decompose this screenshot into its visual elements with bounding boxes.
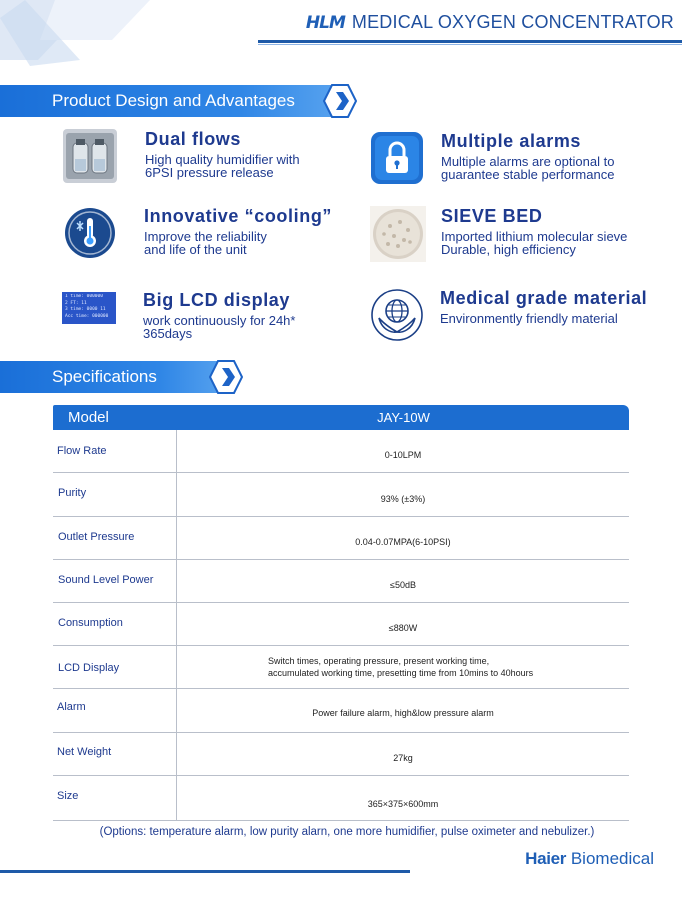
header-model-label: Model bbox=[68, 409, 109, 426]
spec-table bbox=[53, 405, 629, 821]
lock-icon bbox=[370, 131, 424, 185]
lcd-line: 1 time: 000000 bbox=[65, 294, 103, 299]
spec-table-header bbox=[53, 405, 629, 430]
header-rule bbox=[258, 40, 682, 43]
header-brand bbox=[306, 12, 674, 33]
hlm-logo: HLM bbox=[305, 12, 345, 33]
chevron-right-icon bbox=[323, 84, 357, 118]
haier-biomedical-logo bbox=[525, 849, 654, 869]
lcd-line: Acc time: 000000 bbox=[65, 313, 109, 319]
globe-leaves-icon bbox=[370, 288, 424, 342]
specs-banner-title: Specifications bbox=[52, 367, 157, 386]
feature-desc-line: Environmently friendly material bbox=[440, 311, 618, 326]
corner-decoration bbox=[0, 0, 150, 72]
feature-desc-line: Multiple alarms are optional to bbox=[441, 154, 615, 169]
chevron-right-icon bbox=[209, 360, 243, 394]
feature-title: SIEVE BED bbox=[441, 206, 543, 226]
feature-dual-flows bbox=[63, 129, 300, 183]
feature-lcd-display bbox=[62, 290, 295, 340]
row-value bbox=[177, 646, 629, 688]
row-value-line: accumulated working time, presetting time from 10mins to 40hours bbox=[268, 668, 534, 678]
row-label: Alarm bbox=[53, 689, 177, 732]
feature-multiple-alarms bbox=[370, 131, 614, 185]
table-row bbox=[53, 430, 629, 473]
row-label: Sound Level Power bbox=[53, 560, 177, 602]
feature-desc-line: 365days bbox=[143, 326, 193, 341]
feature-title: Multiple alarms bbox=[441, 131, 582, 151]
features-banner bbox=[0, 85, 340, 117]
table-row bbox=[53, 560, 629, 603]
table-row bbox=[53, 603, 629, 646]
feature-desc-line: High quality humidifier with bbox=[145, 152, 300, 167]
row-value: ≤50dB bbox=[390, 580, 416, 590]
feature-desc-line: Imported lithium molecular sieve bbox=[441, 229, 628, 244]
feature-desc-line: Improve the reliability bbox=[144, 229, 267, 244]
humidifier-bottles-photo bbox=[63, 129, 117, 183]
lcd-screen-image bbox=[62, 292, 116, 324]
footer-rule bbox=[0, 870, 410, 873]
row-value: 0.04-0.07MPA(6-10PSI) bbox=[355, 537, 451, 547]
row-label: Size bbox=[53, 776, 177, 820]
row-label: Outlet Pressure bbox=[53, 517, 177, 559]
lcd-line: 2 FT: 11 bbox=[65, 300, 87, 306]
table-row bbox=[53, 473, 629, 517]
feature-title: Dual flows bbox=[145, 129, 242, 149]
row-value: 365×375×600mm bbox=[367, 799, 439, 809]
feature-desc-line: and life of the unit bbox=[144, 242, 247, 257]
document-title: MEDICAL OXYGEN CONCENTRATOR bbox=[351, 12, 674, 32]
thermometer-snowflake-icon bbox=[63, 206, 117, 260]
table-row bbox=[53, 733, 629, 776]
table-row bbox=[53, 689, 629, 733]
row-label: Net Weight bbox=[53, 733, 177, 775]
feature-title: Innovative “cooling” bbox=[144, 206, 333, 226]
brand-rest: Biomedical bbox=[566, 849, 654, 868]
feature-desc-line: work continuously for 24h* bbox=[143, 313, 296, 328]
row-value: 27kg bbox=[393, 753, 413, 763]
table-row bbox=[53, 646, 629, 689]
feature-desc-line: guarantee stable performance bbox=[441, 167, 615, 182]
row-value: Power failure alarm, high&low pressure alarm bbox=[312, 707, 494, 718]
options-note: (Options: temperature alarm, low purity alarn, one more humidifier, pulse oximeter and nebulizer.) bbox=[99, 826, 595, 838]
row-value: 93% (±3%) bbox=[380, 493, 426, 504]
feature-desc-line: Durable, high efficiency bbox=[441, 242, 576, 257]
row-label: LCD Display bbox=[53, 646, 177, 688]
features-banner-title: Product Design and Advantages bbox=[52, 91, 295, 110]
table-row bbox=[53, 776, 629, 821]
row-label: Purity bbox=[53, 473, 177, 516]
feature-desc-line: 6PSI pressure release bbox=[145, 165, 274, 180]
brand-bold: Haier bbox=[525, 849, 567, 868]
header-model-value: JAY-10W bbox=[377, 410, 430, 425]
row-value: ≤880W bbox=[388, 623, 418, 633]
feature-medical-material bbox=[370, 288, 647, 342]
feature-title: Medical grade material bbox=[440, 288, 648, 308]
feature-title: Big LCD display bbox=[143, 290, 291, 310]
row-label: Consumption bbox=[53, 603, 177, 645]
row-label: Flow Rate bbox=[53, 430, 177, 472]
sieve-granules-photo bbox=[370, 206, 426, 262]
feature-cooling bbox=[63, 206, 332, 260]
table-row bbox=[53, 517, 629, 560]
feature-sieve-bed bbox=[370, 206, 627, 262]
row-value: 0-10LPM bbox=[384, 450, 422, 460]
lcd-line: 3 time: 0000 11 bbox=[65, 307, 106, 312]
row-value-line: Switch times, operating pressure, present working time, bbox=[268, 656, 490, 666]
specs-banner bbox=[0, 361, 228, 393]
